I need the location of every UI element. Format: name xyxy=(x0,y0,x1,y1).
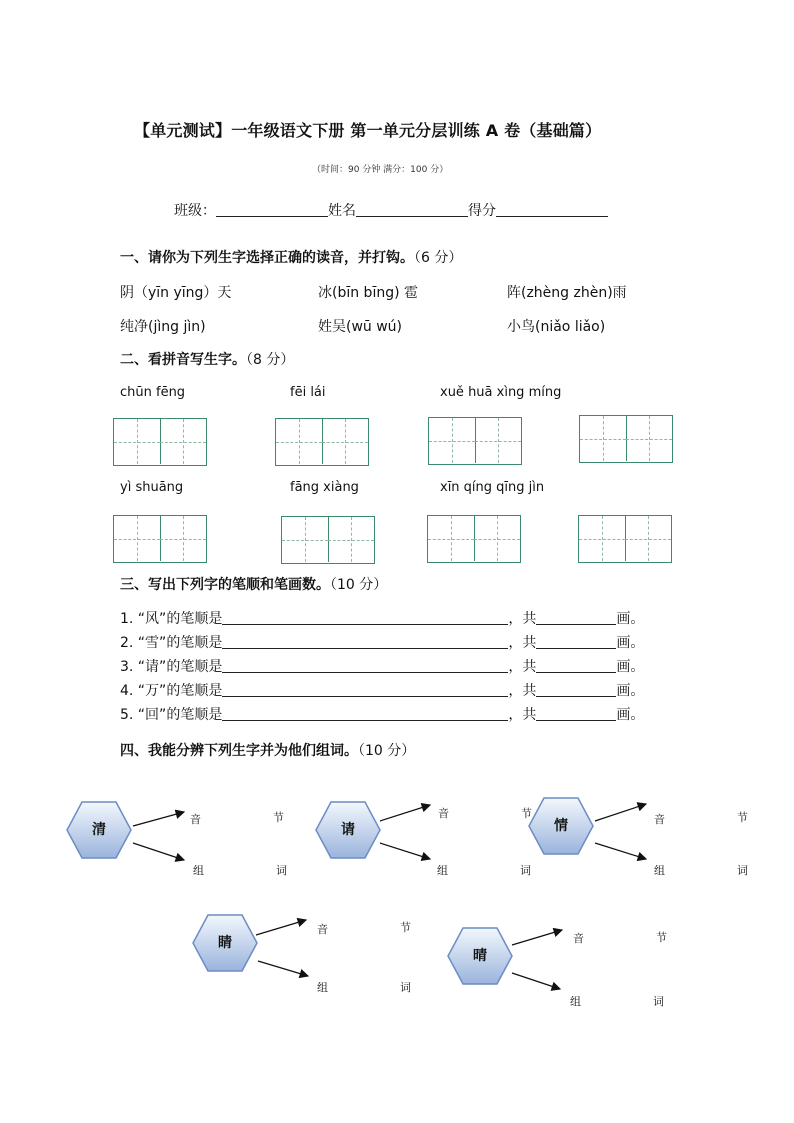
stroke-question: 5. “回”的笔顺是 xyxy=(120,707,223,723)
ci-label: 词 xyxy=(520,864,531,877)
pinyin-choice-item[interactable]: 姓吴(wū wú) xyxy=(318,319,403,335)
zu-label: 组 xyxy=(654,864,665,877)
unit-label: 画。 xyxy=(616,611,645,627)
hexagon-char xyxy=(447,927,513,985)
yin-label: 音 xyxy=(654,813,665,826)
hexagon-char xyxy=(315,801,381,859)
hex-char-label: 情 xyxy=(554,818,568,834)
total-label: ，共 xyxy=(508,635,537,651)
yin-label: 音 xyxy=(190,813,201,826)
section4-points: （10 分） xyxy=(358,743,416,759)
arrow xyxy=(595,804,646,821)
zu-label: 组 xyxy=(193,864,204,877)
unit-label: 画。 xyxy=(616,707,645,723)
yin-label: 音 xyxy=(317,923,328,936)
unit-label: 画。 xyxy=(616,659,645,675)
score-label: 得分 xyxy=(468,203,496,219)
arrow xyxy=(258,961,308,976)
arrow xyxy=(256,920,306,935)
hexagon-char xyxy=(192,914,258,972)
stroke-question: 2. “雪”的笔顺是 xyxy=(120,635,223,651)
pinyin-choice-item[interactable]: 小鸟(niǎo liǎo) xyxy=(507,319,606,335)
pinyin-prompt: xīn qíng qīng jìn xyxy=(440,480,545,495)
ci-label: 词 xyxy=(737,864,748,877)
total-label: ，共 xyxy=(508,683,537,699)
section1-points: （6 分） xyxy=(414,250,463,266)
exam-info: （时间：90 分钟 满分：100 分） xyxy=(312,165,449,175)
jie-label: 节 xyxy=(273,811,284,824)
hexagon-char xyxy=(528,797,594,855)
arrow xyxy=(133,843,184,860)
hex-char-label: 睛 xyxy=(218,935,232,951)
total-label: ，共 xyxy=(508,611,537,627)
section3-heading-text: 三、写出下列字的笔顺和笔画数。 xyxy=(120,577,330,593)
section2-heading-text: 二、看拼音写生字。 xyxy=(120,352,246,368)
arrow xyxy=(512,930,562,945)
pinyin-prompt: chūn fēng xyxy=(120,385,186,400)
ci-label: 词 xyxy=(276,864,287,877)
total-label: ，共 xyxy=(508,659,537,675)
section2-points: （8 分） xyxy=(246,352,295,368)
zu-label: 组 xyxy=(570,995,581,1008)
class-label: 班级： xyxy=(174,203,216,219)
arrow xyxy=(380,805,430,821)
jie-label: 节 xyxy=(737,811,748,824)
unit-label: 画。 xyxy=(616,683,645,699)
pinyin-prompt: fāng xiàng xyxy=(290,480,359,495)
pinyin-choice-item[interactable]: 纯净(jìng jìn) xyxy=(120,319,206,335)
pinyin-choice-item[interactable]: 阴（yīn yīng）天 xyxy=(120,285,232,301)
pinyin-choice-item[interactable]: 冰(bīn bīng) 雹 xyxy=(318,285,419,301)
pinyin-prompt: xuě huā xìng míng xyxy=(440,385,562,400)
unit-label: 画。 xyxy=(616,635,645,651)
section3-points: （10 分） xyxy=(330,577,388,593)
hexagon-char xyxy=(66,801,132,859)
jie-label: 节 xyxy=(521,807,532,820)
stroke-question: 3. “请”的笔顺是 xyxy=(120,659,223,675)
jie-label: 节 xyxy=(400,921,411,934)
zu-label: 组 xyxy=(437,864,448,877)
pinyin-prompt: fēi lái xyxy=(290,385,326,400)
pinyin-choice-item[interactable]: 阵(zhèng zhèn)雨 xyxy=(507,285,627,301)
hex-char-label: 请 xyxy=(341,822,355,838)
name-label: 姓名 xyxy=(328,203,356,219)
yin-label: 音 xyxy=(438,807,449,820)
pinyin-prompt: yì shuāng xyxy=(120,480,184,495)
arrow xyxy=(595,843,646,859)
hex-char-label: 晴 xyxy=(473,948,487,964)
section4-heading-text: 四、我能分辨下列生字并为他们组词。 xyxy=(120,743,358,759)
arrow xyxy=(133,812,184,826)
total-label: ，共 xyxy=(508,707,537,723)
stroke-question: 4. “万”的笔顺是 xyxy=(120,683,223,699)
section1-heading-text: 一、请你为下列生字选择正确的读音，并打钩。 xyxy=(120,250,414,266)
zu-label: 组 xyxy=(317,981,328,994)
stroke-question: 1. “风”的笔顺是 xyxy=(120,611,223,627)
arrow xyxy=(512,973,560,989)
yin-label: 音 xyxy=(573,932,584,945)
arrow xyxy=(380,843,430,859)
page-title: 【单元测试】一年级语文下册 第一单元分层训练 A 卷（基础篇） xyxy=(134,121,602,140)
hex-char-label: 清 xyxy=(92,822,106,838)
jie-label: 节 xyxy=(656,931,667,944)
ci-label: 词 xyxy=(400,981,411,994)
ci-label: 词 xyxy=(653,995,664,1008)
